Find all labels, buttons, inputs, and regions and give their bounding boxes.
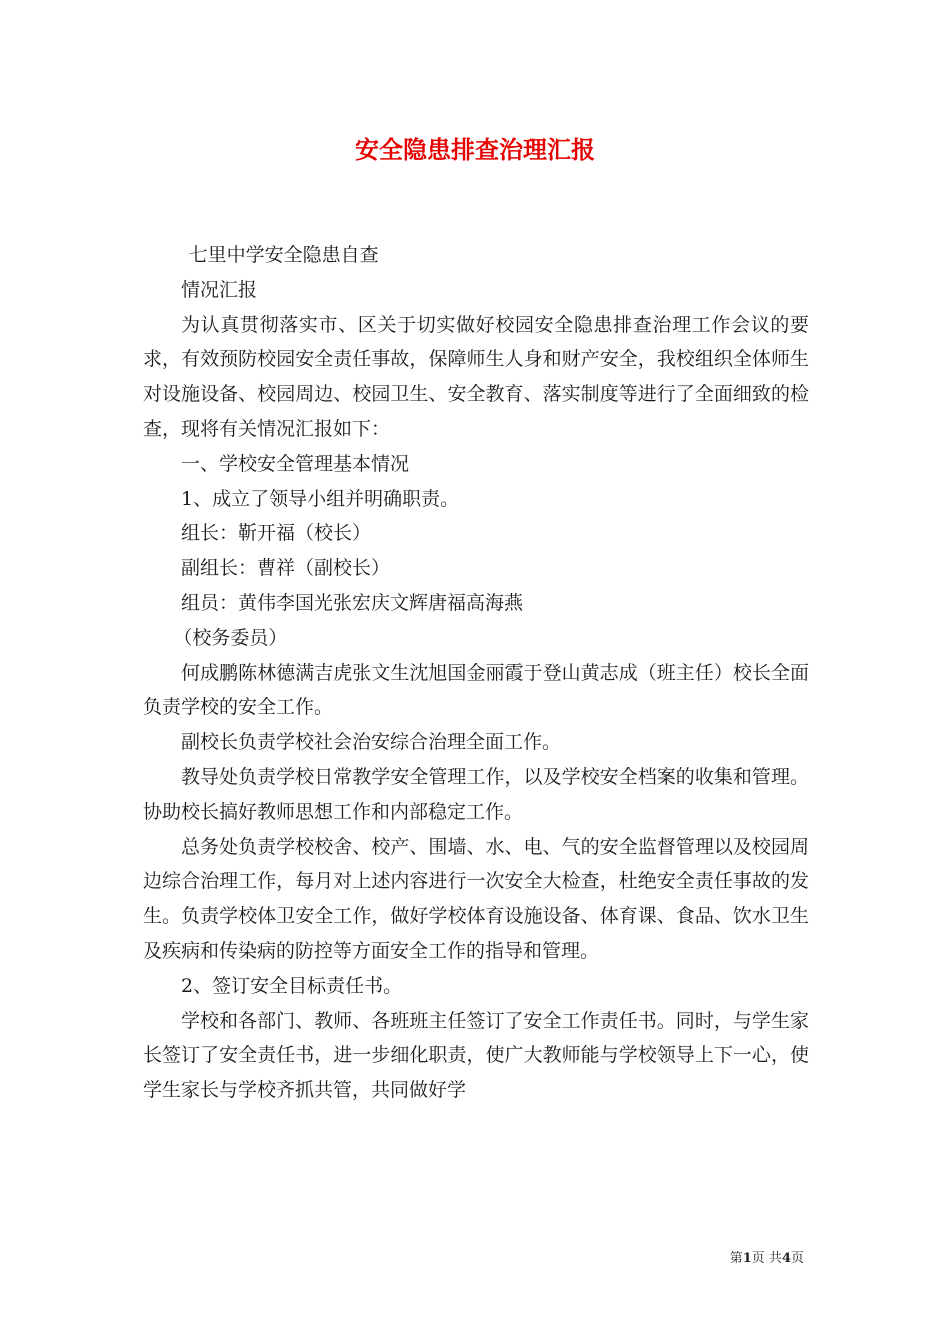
paragraph-class-teachers: 何成鹏陈林德满吉虎张文生沈旭国金丽霞于登山黄志成（班主任）校长全面负责学校的安全工作。 bbox=[143, 661, 809, 719]
section-heading-1: 一、学校安全管理基本情况 bbox=[181, 452, 410, 475]
page-footer bbox=[730, 1247, 804, 1266]
paragraph-responsibility: 学校和各部门、教师、各班班主任签订了安全工作责任书。同时，与学生家长签订了安全责任书，进一步细化职责，使广大教师能与学校领导上下一心，使学生家长与学校齐抓共管，共同做好学 bbox=[143, 1009, 809, 1102]
paragraph-members: 组员：黄伟李国光张宏庆文辉唐福高海燕 bbox=[181, 591, 524, 614]
paragraph-deputy-duty: 副校长负责学校社会治安综合治理全面工作。 bbox=[181, 731, 562, 754]
footer-middle: 页 共 bbox=[751, 1251, 782, 1266]
paragraph-general-affairs: 总务处负责学校校舍、校产、围墙、水、电、气的安全监督管理以及校园周边综合治理工作，每月对上述内容进行一次安全大检查，杜绝安全责任事故的发生。负责学校体卫安全工作，做好学校体育设施设备、体育课、食品、饮水卫生及疾病和传染病的防控等方面安全工作的指导和管理。 bbox=[143, 835, 809, 962]
footer-prefix: 第 bbox=[729, 1251, 743, 1266]
footer-total-pages: 4 bbox=[781, 1251, 791, 1266]
paragraph-teaching-office: 教导处负责学校日常教学安全管理工作，以及学校安全档案的收集和管理。协助校长搞好教师思想工作和内部稳定工作。 bbox=[143, 765, 809, 823]
footer-suffix: 页 bbox=[790, 1251, 804, 1266]
paragraph-leader: 组长：靳开福（校长） bbox=[181, 522, 372, 545]
paragraph-heading-school: 七里中学安全隐患自查 bbox=[188, 244, 379, 266]
paragraph-heading-report: 情况汇报 bbox=[181, 278, 258, 301]
paragraph-intro: 为认真贯彻落实市、区关于切实做好校园安全隐患排查治理工作会议的要求，有效预防校园安全责任事故，保障师生人身和财产安全，我校组织全体师生对设施设备、校园周边、校园卫生、安全教育、落实制度等进行了全面细致的检查，现将有关情况汇报如下： bbox=[143, 313, 809, 440]
document-body bbox=[143, 238, 809, 1108]
paragraph-members-role: （校务委员） bbox=[173, 626, 288, 649]
document-title: 安全隐患排查治理汇报 bbox=[355, 135, 595, 164]
footer-page-number: 1 bbox=[742, 1251, 752, 1266]
paragraph-item-2: 2、签订安全目标责任书。 bbox=[181, 974, 403, 997]
paragraph-deputy-leader: 副组长：曹祥（副校长） bbox=[181, 557, 391, 580]
paragraph-item-1: 1、成立了领导小组并明确职责。 bbox=[181, 487, 460, 510]
